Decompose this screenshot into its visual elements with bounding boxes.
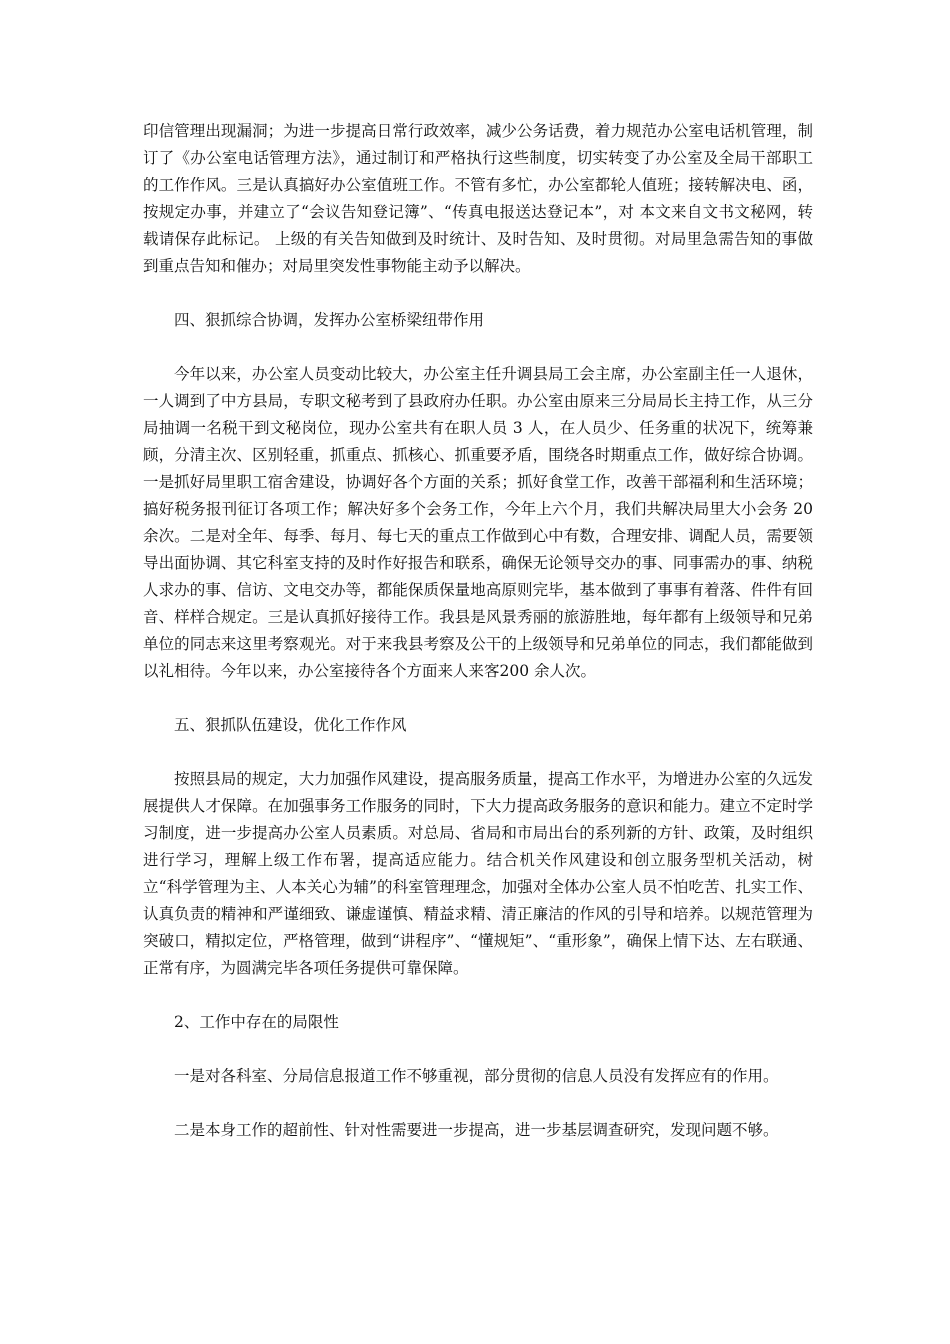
section-heading-4: 四、狠抓综合协调，发挥办公室桥梁纽带作用 bbox=[174, 311, 485, 329]
section-heading-2: 2、工作中存在的局限性 bbox=[174, 1013, 339, 1031]
document-page bbox=[143, 118, 813, 1144]
body-paragraph-1: 印信管理出现漏洞；为进一步提高日常行政效率，减少公务话费，着力规范办公室电话机管理，制订了《办公室电话管理方法》，通过制订和严格执行这些制度，切实转变了办公室及全局干部职工的工作作风。三是认真搞好办公室值班工作。不管有多忙，办公室都轮人值班；接转解决电、函，按规定办事，并建立了“会议告知登记簿”、“传真电报送达登记本”，对 本文来自文书文秘网，转载请保存此标记。 上级的有关告知做到及时统计、及时告知、及时贯彻。对局里急需告知的事做到重点告知和催办；对局里突发性事物能主动予以解决。 bbox=[143, 122, 813, 275]
body-paragraph-2: 今年以来，办公室人员变动比较大，办公室主任升调县局工会主席，办公室副主任一人退休，一人调到了中方县局，专职文秘考到了县政府办任职。办公室由原来三分局局长主持工作，从三分局抽调一名税干到文秘岗位，现办公室共有在职人员 3 人，在人员少、任务重的状况下，统筹兼顾，分清主次、区别轻重，抓重点、抓核心、抓重要矛盾，围绕各时期重点工作，做好综合协调。一是抓好局里职工宿舍建设，协调好各个方面的关系；抓好食堂工作，改善干部福利和生活环境；搞好税务报刊征订各项工作；解决好多个会务工作，今年上六个月，我们共解决局里大小会务 20 余次。二是对全年、每季、每月、每七天的重点工作做到心中有数，合理安排、调配人员，需要领导出面协调、其它科室支持的及时作好报告和联系，确保无论领导交办的事、同事需办的事、纳税人求办的事、信访、文电交办等，都能保质保量地高原则完毕，基本做到了事事有着落、件件有回音、样样合规定。三是认真抓好接待工作。我县是风景秀丽的旅游胜地，每年都有上级领导和兄弟单位的同志来这里考察观光。对于来我县考察及公干的上级领导和兄弟单位的同志，我们都能做到以礼相待。今年以来，办公室接待各个方面来人来客200 余人次。 bbox=[143, 365, 813, 680]
body-paragraph-3: 按照县局的规定，大力加强作风建设，提高服务质量，提高工作水平，为增进办公室的久远发展提供人才保障。在加强事务工作服务的同时，下大力提高政务服务的意识和能力。建立不定时学习制度，进一步提高办公室人员素质。对总局、省局和市局出台的系列新的方针、政策，及时组织进行学习，理解上级工作布署，提高适应能力。结合机关作风建设和创立服务型机关活动，树立“科学管理为主、人本关心为辅”的科室管理理念，加强对全体办公室人员不怕吃苦、扎实工作、认真负责的精神和严谨细致、谦虚谨慎、精益求精、清正廉洁的作风的引导和培养。以规范管理为突破口，精拟定位，严格管理，做到“讲程序”、“懂规矩”、“重形象”，确保上情下达、左右联通、正常有序，为圆满完毕各项任务提供可靠保障。 bbox=[143, 770, 813, 977]
body-paragraph-5: 二是本身工作的超前性、针对性需要进一步提高，进一步基层调查研究，发现问题不够。 bbox=[174, 1121, 779, 1139]
body-paragraph-4: 一是对各科室、分局信息报道工作不够重视，部分贯彻的信息人员没有发挥应有的作用。 bbox=[174, 1067, 779, 1085]
section-heading-5: 五、狠抓队伍建设，优化工作作风 bbox=[174, 716, 407, 734]
